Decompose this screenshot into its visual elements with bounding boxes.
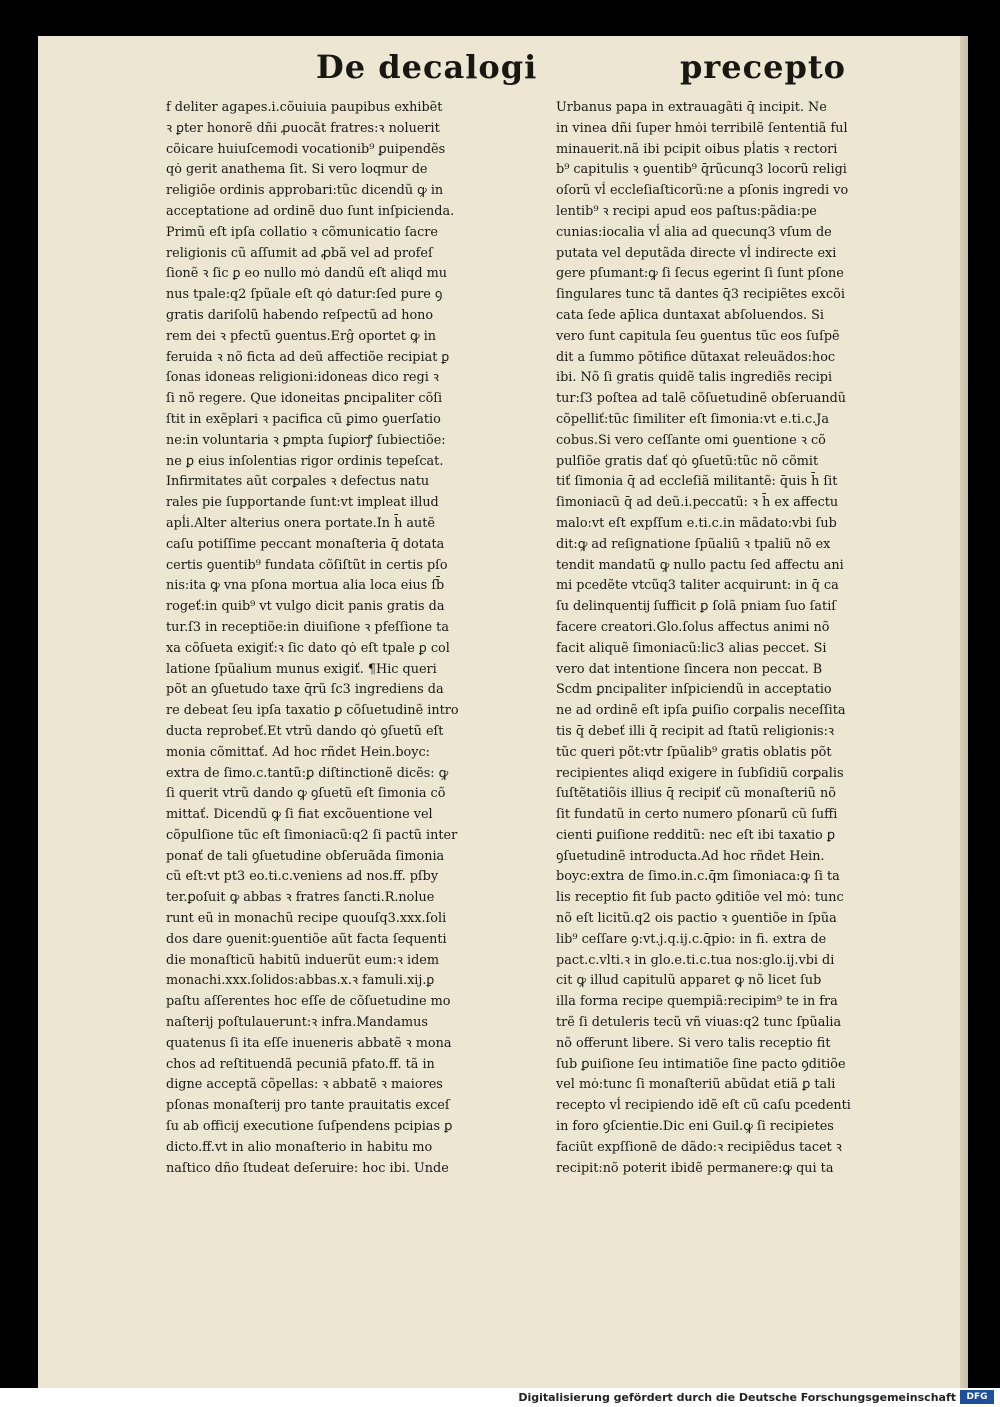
text-line: dit a ſummo põtifice dũtaxat releuãdos:hoc <box>556 349 836 365</box>
text-line: cienti ꝑuiſione redditũ: nec eſt ibi taxatio ꝑ <box>556 827 835 843</box>
text-line: vero ſunt capitula ſeu ꝯuentus tũc eos ſuſpẽ <box>556 328 840 344</box>
text-line: ſi nõ regere. Que idoneitas ꝑncipaliter cõſi <box>166 391 443 407</box>
text-line: ne ad ordinẽ eſt ipſa ꝑuiſio corꝑalis neceſſita <box>556 703 846 719</box>
text-line: facere creatori.Glo.ſolus affectus animi nõ <box>556 619 830 635</box>
text-line: boyc:extra de ſimo.in.c.q̄m ſimoniaca:ꝙ ſi ta <box>556 869 840 885</box>
text-line: tis q̄ debeť illi q̄ recipit ad ſtatũ religionis:ꝛ <box>556 723 835 739</box>
text-line: tũc queri põt:vtr ſpũalib⁹ gratis oblatis põt <box>556 744 832 760</box>
text-line: cobus.Si vero ceſſante omi ꝯuentione ꝛ cõ <box>556 432 826 448</box>
text-line: ꝛ ꝑter honorẽ dñi ꝓuocãt fratres:ꝛ noluerit <box>166 120 440 136</box>
text-line: in vinea dñi ſuper hmȯi terribilẽ ſententiã ful <box>556 120 848 136</box>
text-line: ne:in voluntaria ꝛ ꝑmpta ſuꝑiorꝭ ſubiectiõe: <box>166 432 446 448</box>
text-line: putata vel deputãda directe vĺ indirecte exi <box>556 245 837 261</box>
text-line: facit aliquẽ ſimoniacũ:lic3 alias peccet. Si <box>556 640 827 656</box>
text-line: ter.ꝑoſuit ꝙ abbas ꝛ fratres ſancti.R.nolue <box>166 890 435 906</box>
text-line: ſi querit vtrũ dando ꝙ ꝯſuetũ eſt ſimonia cõ <box>166 786 446 802</box>
text-line: certis ꝯuentib⁹ fundata cõſiſtũt in certis pſo <box>166 557 448 573</box>
page-edge <box>960 36 968 1388</box>
text-line: ſub ꝑuiſione ſeu intimatiõe ſine pacto ꝯditiõe <box>556 1056 846 1072</box>
text-line: cata ſede ap̄lica duntaxat abſoluendos. Si <box>556 307 825 323</box>
text-line: lib⁹ ceſſare ꝯ:vt.j.q.ij.c.q̄pio: in fi. extra de <box>556 931 827 947</box>
text-line: oſorũ vĺ eccleſiaſticorũ:ne a pſonis ingredi vo <box>556 183 849 199</box>
running-head-left: De decalogi <box>316 48 538 86</box>
text-line: recipit:nõ poterit ibidẽ permanere:ꝙ qui ta <box>556 1160 834 1176</box>
text-line: dicto.ff.vt in alio monaſterio in habitu mo <box>166 1139 433 1155</box>
text-line: cõpelliť:tũc ſimiliter eſt ſimonia:vt e.ti.c.Ja <box>556 411 829 427</box>
text-line: extra de ſimo.c.tantũ:ꝑ diſtinctionẽ dicẽs: ꝙ <box>166 765 449 781</box>
text-line: ſu delinquentĳ ſufficit ꝑ ſolã pniam ſuo ſatiſ <box>556 599 837 615</box>
text-line: monia cõmittať. Ad hoc rñdet Hein.boyc: <box>166 744 430 760</box>
text-line: minauerit.nã ibi pcipit oibus pĺatis ꝛ rectori <box>556 141 838 157</box>
right-text-column <box>556 98 942 1179</box>
running-head-right: precepto <box>680 48 846 86</box>
text-line: cõicare huiuſcemodi vocationib⁹ ꝑuipendẽs <box>166 141 446 157</box>
text-line: naſterij poſtulauerunt:ꝛ infra.Mandamus <box>166 1015 428 1031</box>
text-line: cit ꝙ illud capitulũ apparet ꝙ nõ licet ſub <box>556 973 822 989</box>
text-line: ſtit in exẽplari ꝛ pacifica cũ ꝑimo ꝯuerſatio <box>166 411 441 427</box>
text-line: vel mȯ:tunc ſi monaſteriũ abũdat etiã ꝑ tali <box>556 1077 836 1093</box>
text-line: ſonas idoneas religioni:idoneas dico regi ꝛ <box>166 370 439 386</box>
text-line: ſit fundatũ in certo numero pſonarũ cũ ſuffi <box>556 807 838 823</box>
text-line: monachi.xxx.ſolidos:abbas.x.ꝛ famuli.xij.ꝑ <box>166 973 435 989</box>
text-line: rem dei ꝛ pfectũ ꝯuentus.Erĝ oportet ꝙ in <box>166 328 437 344</box>
text-line: Infirmitates aũt corꝑales ꝛ defectus natu <box>166 474 430 490</box>
text-line: rogeť:in quib⁹ vt vulgo dicit panis gratis da <box>166 599 445 615</box>
text-line: mittať. Dicendũ ꝙ ſi fiat excõuentione vel <box>166 807 433 823</box>
text-line: acceptatione ad ordinẽ duo ſunt inſpicienda. <box>166 203 455 219</box>
text-line: ꝯſuetudinẽ introducta.Ad hoc rñdet Hein. <box>556 848 825 864</box>
text-line: nõ eſt licitũ.q2 ois pactio ꝛ ꝯuentiõe in ſpũa <box>556 911 837 927</box>
text-line: dos dare ꝯuenit:ꝯuentiõe aũt facta ſequenti <box>166 931 447 947</box>
text-line: die monaſticũ habitũ induerũt eum:ꝛ idem <box>166 952 439 968</box>
text-line: latione ſpũalium munus exigiť. ¶Hic queri <box>166 661 437 677</box>
text-line: lis receptio fit ſub pacto ꝯditiõe vel mȯ: tunc <box>556 890 844 906</box>
text-line: tur:ſ3 poſtea ad talẽ cõſuetudinẽ obſeruandũ <box>556 391 847 407</box>
text-line: chos ad reſtituendã pecuniã pfato.ff. tã in <box>166 1056 435 1072</box>
text-line: nus tpale:q2 ſpũale eſt qȯ datur:ſed pure ꝯ <box>166 287 443 303</box>
funding-credit: Digitalisierung gefördert durch die Deutsche Forschungsgemeinschaft <box>518 1391 956 1404</box>
text-line: quatenus ſi ita eſſe inueneris abbatẽ ꝛ mona <box>166 1035 452 1051</box>
text-line: b⁹ capitulis ꝛ ꝯuentib⁹ q̄rũcunq3 locorũ religi <box>556 162 847 178</box>
text-line: runt eũ in monachũ recipe quouſq3.xxx.ſoli <box>166 911 447 927</box>
text-line: in foro ꝯſcientie.Dic eni Guil.ꝙ ſi recipietes <box>556 1119 834 1135</box>
text-line: dit:ꝙ ad reſignatione ſpũaliũ ꝛ tpaliũ nõ ex <box>556 536 831 552</box>
text-line: feruida ꝛ nõ ficta ad deũ affectiõe recipiat ꝑ <box>166 349 450 365</box>
text-line: ſingulares tunc tã dantes q̄3 recipiẽtes excõi <box>556 287 845 303</box>
text-line: f deliter agapes.i.cõuiuia paupibus exhibẽt <box>166 100 443 115</box>
text-line: pulſiõe gratis dať qȯ ꝯſuetũ:tũc nõ cõmit <box>556 453 819 469</box>
left-text-column <box>166 98 552 1179</box>
text-line: tur.ſ3 in receptiõe:in diuiſione ꝛ pfeſſione ta <box>166 619 449 635</box>
text-line: cũ eſt:vt pt3 eo.ti.c.veniens ad nos.ff. pſby <box>166 869 439 885</box>
text-line: apĺi.Alter alterius onera portate.In h̄ autẽ <box>166 515 435 531</box>
text-line: Primũ eſt ipſa collatio ꝛ cõmunicatio ſacre <box>166 224 438 240</box>
dfg-logo-icon: DFG <box>960 1390 994 1404</box>
text-line: rales pie ſupportande ſunt:vt impleat illud <box>166 495 439 511</box>
text-line: põt an ꝯſuetudo taxe q̄rũ ſc3 ingrediens da <box>166 682 444 698</box>
text-line: malo:vt eſt expſſum e.ti.c.in mãdato:vbi ſub <box>556 515 837 531</box>
text-line: caſu potiſſime peccant monaſteria q̄ dotata <box>166 536 445 552</box>
text-line: mi pcedẽte vtcũq3 taliter acquirunt: in q̄ ca <box>556 578 839 594</box>
text-line: nis:ita ꝙ vna pſona mortua alia loca eius ſb̄ <box>166 578 445 594</box>
text-line: recipientes aliqd exigere in ſubſidiũ corꝑalis <box>556 765 844 781</box>
text-line: ſimoniacũ q̄ ad deũ.i.peccatũ: ꝛ h̄ ex affectu <box>556 495 839 511</box>
text-line: Urbanus papa in extrauagãti q̄ incipit. Ne <box>556 100 827 115</box>
text-line: gratis dariſolũ habendo reſpectũ ad hono <box>166 307 434 323</box>
text-line: xa cõſueta exigiť:ꝛ ſic dato qȯ eſt tpale ꝑ col <box>166 640 450 656</box>
text-line: recepto vĺ recipiendo idẽ eſt cũ caſu pcedenti <box>556 1098 851 1114</box>
text-line: pact.c.vlti.ꝛ in glo.e.ti.c.tua nos:glo.ij.vbi di <box>556 952 835 968</box>
text-line: re debeat ſeu ipſa taxatio ꝑ cõſuetudinẽ intro <box>166 703 459 719</box>
text-line: ibi. Nõ ſi gratis quidẽ talis ingrediẽs recipi <box>556 370 833 386</box>
text-line: cunias:iocalia vĺ alia ad quecunq3 vſum de <box>556 224 832 240</box>
text-line: vero dat intentione ſincera non peccat. B <box>556 661 823 677</box>
text-line: tendit mandatũ ꝙ nullo pactu ſed affectu ani <box>556 557 844 573</box>
text-line: tiť ſimonia q̄ ad eccleſiã militantẽ: q̄uis h̄ ſit <box>556 474 838 490</box>
text-line: ne ꝑ eius inſolentias rigor ordinis tepeſcat. <box>166 453 444 469</box>
text-line: religionis cũ aſſumit ad ꝓbã vel ad profeſ <box>166 245 433 261</box>
text-line: ducta reprobeť.Et vtrũ dando qȯ ꝯſuetũ eſt <box>166 723 444 739</box>
text-line: paſtu aſſerentes hoc eſſe de cõſuetudine mo <box>166 994 451 1010</box>
text-line: trẽ ſi detuleris tecũ vñ viuas:q2 tunc ſpũalia <box>556 1015 842 1031</box>
text-line: naſtico dño ſtudeat deſeruire: hoc ibi. Unde <box>166 1160 449 1176</box>
text-line: illa forma recipe quempiã:recipim⁹ te in fra <box>556 994 838 1010</box>
text-line: Scdm ꝑncipaliter inſpiciendũ in acceptatio <box>556 682 832 698</box>
text-line: ſionẽ ꝛ ſic ꝑ eo nullo mȯ dandũ eſt aliqd mu <box>166 266 447 282</box>
text-line: pſonas monaſterij pro tante prauitatis exceſ <box>166 1098 450 1114</box>
text-line: ſuſtẽtatiõis illius q̄ recipiť cũ monaſteriũ nõ <box>556 786 836 802</box>
footer-bar <box>0 1388 1000 1407</box>
text-line: cõpulſione tũc eſt ſimoniacũ:q2 ſi pactũ inter <box>166 827 458 843</box>
text-line: religiõe ordinis approbari:tũc dicendũ ꝙ in <box>166 183 444 199</box>
text-line: ponať de tali ꝯſuetudine obſeruãda ſimonia <box>166 848 445 864</box>
text-line: qȯ gerit anathema ſit. Si vero loqmur de <box>166 162 428 178</box>
text-line: digne acceptã cõpellas: ꝛ abbatẽ ꝛ maiores <box>166 1077 443 1093</box>
text-line: gere pſumant:ꝙ ſi ſecus egerint ſi ſunt pſone <box>556 266 844 282</box>
text-line: lentib⁹ ꝛ recipi apud eos paſtus:pãdia:pe <box>556 203 817 219</box>
text-line: nõ offerunt libere. Si vero talis receptio fit <box>556 1035 831 1051</box>
text-line: ſu ab officij executione ſuſpendens pcipias ꝑ <box>166 1119 453 1135</box>
text-line: faciũt expſſionẽ de dãdo:ꝛ recipiẽdus tacet ꝛ <box>556 1139 842 1155</box>
